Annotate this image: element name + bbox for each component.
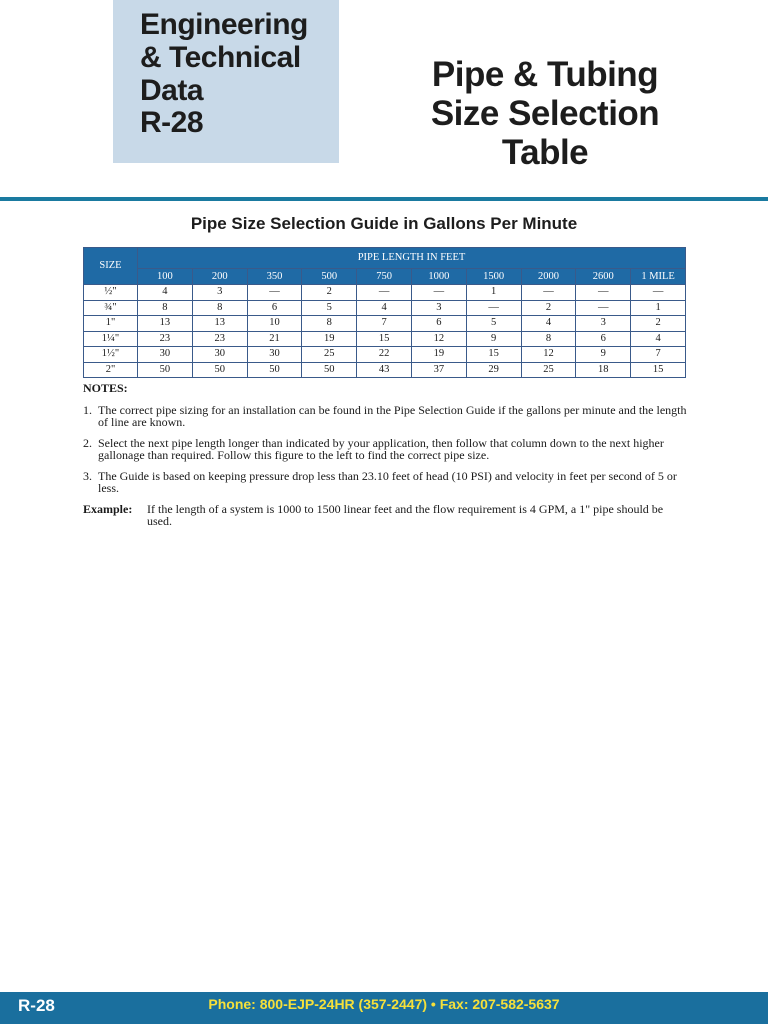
gpm-cell: 5 [466, 316, 521, 332]
note-item [83, 404, 687, 429]
page-title-line: Size Selection [430, 94, 660, 133]
page-title-line: Table [501, 133, 589, 172]
gpm-cell: 23 [138, 331, 193, 347]
gpm-cell: 9 [576, 347, 631, 363]
gpm-cell: — [576, 285, 631, 301]
example-note [83, 503, 687, 528]
size-cell: 1¼" [84, 331, 138, 347]
gpm-cell: 30 [138, 347, 193, 363]
gpm-cell: 50 [192, 362, 247, 378]
gpm-cell: 7 [631, 347, 686, 363]
gpm-cell: 4 [631, 331, 686, 347]
size-cell: 1" [84, 316, 138, 332]
gpm-cell: 30 [247, 347, 302, 363]
note-number: 1. [83, 402, 92, 417]
note-text: Select the next pipe length longer than indicated by your application, then follow that column down to the next higher gallonage than required. Follow this figure to the left to find the correct pipe size. [98, 435, 664, 462]
length-column-header: 200 [192, 269, 247, 285]
notes-section [83, 382, 687, 528]
size-cell: ¾" [84, 300, 138, 316]
section-title-line: Data [140, 74, 204, 107]
gpm-cell: 3 [192, 285, 247, 301]
gpm-cell: — [466, 300, 521, 316]
table-row [84, 331, 686, 347]
length-column-header: 1500 [466, 269, 521, 285]
gpm-cell: 37 [411, 362, 466, 378]
length-column-header: 100 [138, 269, 193, 285]
note-number: 3. [83, 468, 92, 483]
note-item [83, 437, 687, 462]
gpm-cell: 7 [357, 316, 412, 332]
gpm-cell: 12 [411, 331, 466, 347]
gpm-cell: 15 [631, 362, 686, 378]
gpm-cell: 4 [521, 316, 576, 332]
gpm-cell: 1 [631, 300, 686, 316]
gpm-cell: 13 [192, 316, 247, 332]
gpm-cell: 50 [247, 362, 302, 378]
length-column-header: 2600 [576, 269, 631, 285]
gpm-cell: 19 [302, 331, 357, 347]
length-column-header: 750 [357, 269, 412, 285]
gpm-cell: — [357, 285, 412, 301]
table-row [84, 300, 686, 316]
table-heading: Pipe Size Selection Guide in Gallons Per Minute [190, 214, 578, 233]
gpm-cell: 22 [357, 347, 412, 363]
section-title-box [113, 0, 339, 163]
size-column-header: SIZE [84, 248, 138, 285]
gpm-cell: 50 [302, 362, 357, 378]
gpm-cell: — [411, 285, 466, 301]
gpm-cell: 4 [138, 285, 193, 301]
gpm-cell: 8 [192, 300, 247, 316]
gpm-cell: 10 [247, 316, 302, 332]
length-column-header: 2000 [521, 269, 576, 285]
gpm-cell: 23 [192, 331, 247, 347]
gpm-cell: — [247, 285, 302, 301]
example-label: Example: [83, 501, 133, 516]
header-divider [0, 197, 768, 201]
gpm-cell: 13 [138, 316, 193, 332]
length-column-header: 1 MILE [631, 269, 686, 285]
size-cell: ½" [84, 285, 138, 301]
gpm-cell: 15 [357, 331, 412, 347]
gpm-cell: 2 [521, 300, 576, 316]
gpm-cell: 1 [466, 285, 521, 301]
gpm-cell: 6 [576, 331, 631, 347]
length-column-header: 500 [302, 269, 357, 285]
gpm-cell: 5 [302, 300, 357, 316]
size-cell: 1½" [84, 347, 138, 363]
gpm-cell: 3 [576, 316, 631, 332]
gpm-cell: 8 [302, 316, 357, 332]
note-text: The Guide is based on keeping pressure drop less than 23.10 feet of head (10 PSI) and velocity in feet per second of 5 or less. [98, 468, 677, 495]
contact-info: Phone: 800-EJP-24HR (357-2447) • Fax: 207-582-5637 [208, 996, 560, 1012]
gpm-cell: 21 [247, 331, 302, 347]
note-text: The correct pipe sizing for an installation can be found in the Pipe Selection Guide if the gallons per minute and the length of line are known. [98, 402, 687, 429]
note-item [83, 470, 687, 495]
page-number: R-28 [18, 996, 55, 1015]
gpm-cell: 43 [357, 362, 412, 378]
page-title-line: Pipe & Tubing [431, 55, 659, 94]
gpm-cell: 30 [192, 347, 247, 363]
example-text: If the length of a system is 1000 to 1500 linear feet and the flow requirement is 4 GPM, a 1" pipe should be used. [147, 501, 664, 528]
gpm-cell: 12 [521, 347, 576, 363]
gpm-cell: 15 [466, 347, 521, 363]
gpm-cell: 2 [302, 285, 357, 301]
gpm-cell: 8 [521, 331, 576, 347]
gpm-cell: 25 [302, 347, 357, 363]
length-column-header: 350 [247, 269, 302, 285]
gpm-cell: 18 [576, 362, 631, 378]
page-title [380, 55, 710, 172]
gpm-cell: 4 [357, 300, 412, 316]
gpm-cell: 6 [247, 300, 302, 316]
gpm-cell: 19 [411, 347, 466, 363]
gpm-cell: 25 [521, 362, 576, 378]
table-row [84, 362, 686, 378]
gpm-cell: 6 [411, 316, 466, 332]
footer-bar [0, 992, 768, 1024]
notes-title: NOTES: [83, 381, 128, 395]
size-cell: 2" [84, 362, 138, 378]
gpm-cell: — [631, 285, 686, 301]
section-title-line: & Technical [140, 41, 301, 74]
section-title-line: R-28 [140, 106, 204, 139]
table-row [84, 316, 686, 332]
gpm-cell: — [521, 285, 576, 301]
pipe-size-table [83, 247, 686, 378]
gpm-cell: 3 [411, 300, 466, 316]
gpm-cell: 2 [631, 316, 686, 332]
gpm-cell: 29 [466, 362, 521, 378]
length-column-header: 1000 [411, 269, 466, 285]
table-row [84, 285, 686, 301]
gpm-cell: 9 [466, 331, 521, 347]
table-row [84, 347, 686, 363]
gpm-cell: 8 [138, 300, 193, 316]
gpm-cell: — [576, 300, 631, 316]
gpm-cell: 50 [138, 362, 193, 378]
note-number: 2. [83, 435, 92, 450]
section-title-line: Engineering [140, 8, 308, 41]
length-group-header: PIPE LENGTH IN FEET [138, 248, 686, 269]
